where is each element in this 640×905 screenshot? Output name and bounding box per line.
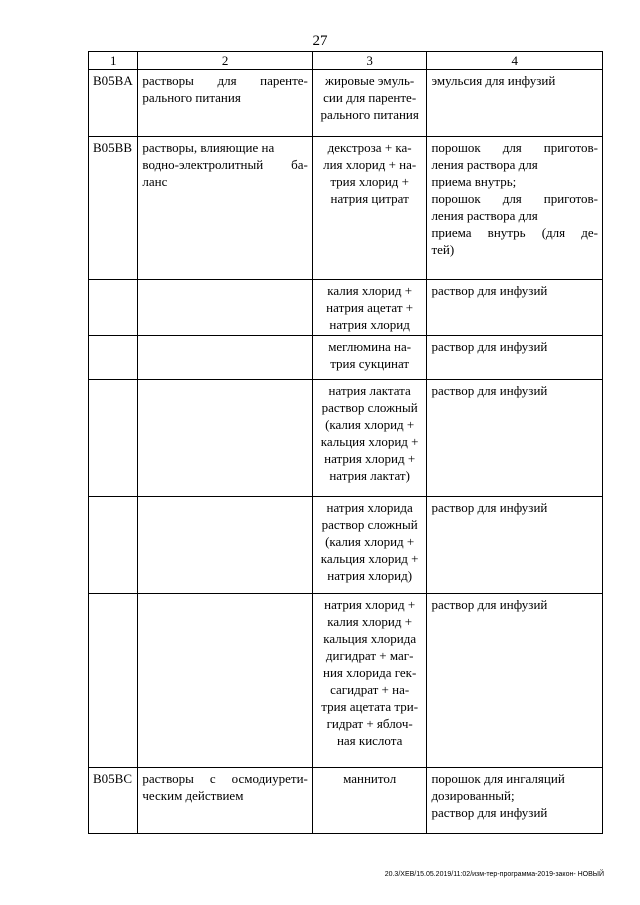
substance-cell-line: кальция хлорида xyxy=(323,631,417,646)
form-cell xyxy=(427,280,603,336)
substance-cell xyxy=(312,497,427,594)
header-row xyxy=(89,52,603,70)
substance-cell-line: калия хлорид + xyxy=(327,283,413,298)
form-cell xyxy=(427,594,603,768)
table-row xyxy=(89,280,603,336)
group-cell-line: ланс xyxy=(142,174,168,189)
substance-cell-line: (калия хлорид + xyxy=(325,534,415,549)
group-cell xyxy=(138,336,312,380)
header-cell: 3 xyxy=(312,52,427,70)
group-cell xyxy=(138,137,312,280)
form-cell xyxy=(427,497,603,594)
substance-cell-line: сагидрат + на- xyxy=(330,682,410,697)
code-cell xyxy=(89,497,138,594)
header-cell: 4 xyxy=(427,52,603,70)
table-row xyxy=(89,380,603,497)
substance-cell-line: маннитол xyxy=(343,771,397,786)
form-cell-line: раствор для инфузий xyxy=(431,339,548,354)
substance-cell-line: гидрат + яблоч- xyxy=(326,716,413,731)
form-cell xyxy=(427,70,603,137)
substance-cell-line: калия хлорид + xyxy=(327,614,413,629)
substance-cell xyxy=(312,380,427,497)
table-row xyxy=(89,768,603,834)
form-cell-line: эмульсия для инфузий xyxy=(431,73,556,88)
form-cell-line: порошок для приготов- xyxy=(431,191,598,206)
substance-cell-line: натрия хлорида xyxy=(326,500,413,515)
substance-cell xyxy=(312,70,427,137)
form-cell-line: ления раствора для xyxy=(431,157,538,172)
table-row xyxy=(89,336,603,380)
table-row xyxy=(89,497,603,594)
form-cell-line: приема внутрь; xyxy=(431,174,517,189)
substance-cell-line: натрия хлорид + xyxy=(324,597,416,612)
substance-cell-line: ная кислота xyxy=(336,733,403,748)
form-cell-line: раствор для инфузий xyxy=(431,283,548,298)
form-cell xyxy=(427,380,603,497)
table-row xyxy=(89,70,603,137)
substance-cell-line: дигидрат + маг- xyxy=(325,648,414,663)
document-footer: 20.3/ХЕВ/15.05.2019/11:02/изм-тер-программа-2019-закон- НОВЫЙ xyxy=(384,871,604,878)
substance-cell-line: натрия лактата xyxy=(328,383,411,398)
group-cell-line: растворы для паренте- xyxy=(142,73,308,88)
code-cell: B05BA xyxy=(89,70,138,137)
form-cell-line: порошок для приготов- xyxy=(431,140,598,155)
code-cell: B05BB xyxy=(89,137,138,280)
group-cell xyxy=(138,497,312,594)
table-row xyxy=(89,594,603,768)
substance-cell-line: натрия хлорид) xyxy=(327,568,413,583)
substance-cell-line: трия ацетата три- xyxy=(321,699,419,714)
group-cell-line: растворы с осмодиурети- xyxy=(142,771,308,786)
header-cell: 1 xyxy=(89,52,138,70)
substance-cell xyxy=(312,594,427,768)
form-cell-line: раствор для инфузий xyxy=(431,383,548,398)
code-cell xyxy=(89,594,138,768)
substance-cell-line: натрия хлорид + xyxy=(324,451,416,466)
substance-cell-line: (калия хлорид + xyxy=(325,417,415,432)
code-cell xyxy=(89,336,138,380)
substance-cell-line: ния хлорида гек- xyxy=(323,665,417,680)
form-cell xyxy=(427,768,603,834)
substance-cell-line: трия сукцинат xyxy=(330,356,410,371)
group-cell xyxy=(138,70,312,137)
substance-cell-line: натрия лактат) xyxy=(329,468,410,483)
group-cell xyxy=(138,280,312,336)
group-cell xyxy=(138,594,312,768)
group-cell-line: водно-электролитный ба- xyxy=(142,157,308,172)
substance-cell-line: лия хлорид + на- xyxy=(323,157,417,172)
substance-cell-line: декстроза + ка- xyxy=(327,140,412,155)
page-number: 27 xyxy=(312,33,328,49)
substance-cell-line: жировые эмуль- xyxy=(325,73,415,88)
code-cell xyxy=(89,280,138,336)
drug-table-body xyxy=(89,52,603,834)
substance-cell-line: натрия ацетат + xyxy=(326,300,414,315)
form-cell xyxy=(427,137,603,280)
substance-cell-line: натрия хлорид xyxy=(329,317,410,332)
form-cell xyxy=(427,336,603,380)
form-cell-line: дозированный; xyxy=(431,788,515,803)
substance-cell-line: раствор сложный xyxy=(321,400,418,415)
header-cell: 2 xyxy=(138,52,312,70)
group-cell xyxy=(138,380,312,497)
code-cell xyxy=(89,380,138,497)
group-cell-line: ческим действием xyxy=(142,788,244,803)
form-cell-line: раствор для инфузий xyxy=(431,597,548,612)
group-cell-line: растворы, влияющие на xyxy=(142,140,275,155)
substance-cell-line: натрия цитрат xyxy=(330,191,409,206)
substance-cell-line: кальция хлорид + xyxy=(320,434,419,449)
substance-cell-line: раствор сложный xyxy=(321,517,418,532)
form-cell-line: тей) xyxy=(431,242,455,257)
substance-cell xyxy=(312,336,427,380)
substance-cell-line: меглюмина на- xyxy=(328,339,412,354)
form-cell-line: порошок для ингаляций xyxy=(431,771,565,786)
form-cell-line: раствор для инфузий xyxy=(431,805,548,820)
table-row xyxy=(89,137,603,280)
substance-cell xyxy=(312,280,427,336)
form-cell-line: раствор для инфузий xyxy=(431,500,548,515)
substance-cell-line: кальция хлорид + xyxy=(320,551,419,566)
substance-cell xyxy=(312,768,427,834)
substance-cell-line: сии для паренте- xyxy=(323,90,417,105)
substance-cell-line: рального питания xyxy=(320,107,419,122)
group-cell-line: рального питания xyxy=(142,90,241,105)
group-cell xyxy=(138,768,312,834)
form-cell-line: приема внутрь (для де- xyxy=(431,225,598,240)
code-cell: B05BC xyxy=(89,768,138,834)
form-cell-line: ления раствора для xyxy=(431,208,538,223)
drug-table xyxy=(88,51,603,834)
substance-cell-line: трия хлорид + xyxy=(330,174,409,189)
substance-cell xyxy=(312,137,427,280)
